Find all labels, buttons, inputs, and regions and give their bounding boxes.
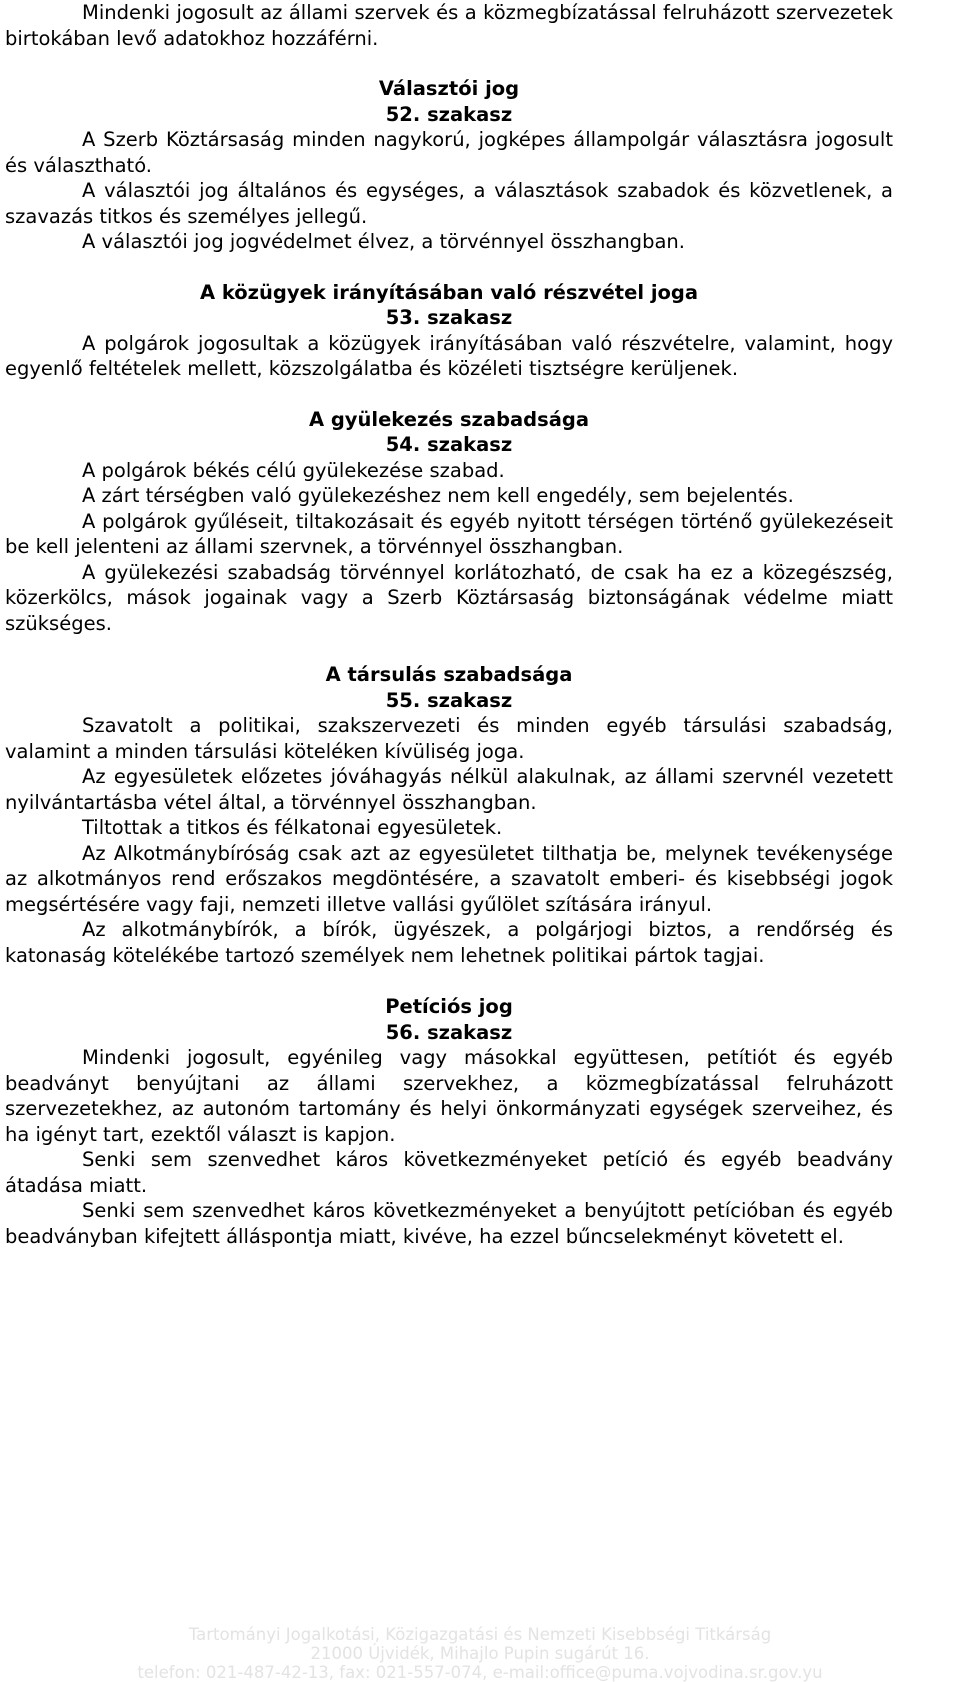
section-title: A közügyek irányításában való részvétel joga bbox=[199, 280, 699, 304]
section-52 bbox=[5, 76, 893, 255]
paragraph: Mindenki jogosult, egyénileg vagy másokkal együttesen, petítiót és egyéb beadványt benyújtani az állami szervekhez, a közmegbízatással felruházott szervezetekhez, az autonóm tartomány és helyi önkormányzati egységek szerveihez, és ha igényt tart, ezektől választ is kapjon. bbox=[5, 1046, 893, 1146]
paragraph: A választói jog általános és egységes, a választások szabadok és közvetlenek, a szavazás titkos és személyes jellegű. bbox=[5, 179, 893, 228]
paragraph: Az egyesületek előzetes jóváhagyás nélkül alakulnak, az állami szervnél vezetett nyilvántartásba vétel által, a törvénnyel összhangban. bbox=[5, 765, 893, 814]
section-number: 56. szakasz bbox=[385, 1020, 513, 1044]
section-number: 52. szakasz bbox=[385, 102, 513, 126]
paragraph: Az alkotmánybírók, a bírók, ügyészek, a polgárjogi biztos, a rendőrség és katonaság kötelékébe tartozó személyek nem lehetnek politikai pártok tagjai. bbox=[5, 918, 893, 967]
intro-paragraph: Mindenki jogosult az állami szervek és a közmegbízatással felruházott szervezetek birtokában levő adatokhoz hozzáférni. bbox=[5, 1, 893, 50]
section-53 bbox=[5, 280, 893, 382]
paragraph: A polgárok gyűléseit, tiltakozásait és egyéb nyitott térségen történő gyülekezéseit be kell jelenteni az állami szervnek, a törvénnyel összhangban. bbox=[5, 509, 893, 558]
paragraph: Senki sem szenvedhet káros következményeket a benyújtott petícióban és egyéb beadványban kifejtett álláspontja miatt, kivéve, ha ezzel bűncselekményt követett el. bbox=[5, 1199, 893, 1248]
section-54 bbox=[5, 407, 893, 637]
paragraph: A zárt térségben való gyülekezéshez nem kell engedély, sem bejelentés. bbox=[82, 484, 794, 507]
section-56 bbox=[5, 994, 893, 1249]
paragraph: A polgárok békés célú gyülekezése szabad. bbox=[82, 458, 505, 482]
paragraph: Tiltottak a titkos és félkatonai egyesületek. bbox=[82, 816, 503, 839]
paragraph: Senki sem szenvedhet káros következményeket petíció és egyéb beadvány átadása miatt. bbox=[5, 1148, 893, 1197]
page-footer bbox=[0, 1625, 960, 1682]
footer-organization: Tartományi Jogalkotási, Közigazgatási és Nemzeti Kisebbségi Titkárság bbox=[188, 1625, 772, 1644]
section-55 bbox=[5, 662, 893, 968]
section-title: Választói jog bbox=[378, 77, 520, 100]
section-title: A gyülekezés szabadsága bbox=[308, 407, 590, 431]
section-number: 54. szakasz bbox=[385, 433, 513, 456]
footer-address: 21000 Újvidék, Mihajlo Pupin sugárút 16. bbox=[310, 1644, 650, 1663]
paragraph: A polgárok jogosultak a közügyek irányításában való részvételre, valamint, hogy egyenlő feltételek mellett, közszolgálatba és közéleti tisztségre kerüljenek. bbox=[5, 331, 893, 380]
footer-contact: telefon: 021-487-42-13, fax: 021-557-074, e-mail:office@puma.vojvodina.sr.gov.yu bbox=[137, 1663, 823, 1682]
section-number: 53. szakasz bbox=[385, 306, 513, 329]
paragraph: Az Alkotmánybíróság csak azt az egyesületet tilthatja be, melynek tevékenysége az alkotmányos rend erőszakos megdöntésére, a szavatolt emberi- és kisebbségi jogok megsértésére vagy faji, nemzeti illetve vallási gyűlölet szítására irányul. bbox=[5, 841, 893, 916]
paragraph: Szavatolt a politikai, szakszervezeti és minden egyéb társulási szabadság, valamint a minden társulási köteléken kívüliség joga. bbox=[5, 714, 893, 763]
paragraph: A Szerb Köztársaság minden nagykorú, jogképes állampolgár választásra jogosult és választható. bbox=[5, 128, 893, 177]
paragraph: A választói jog jogvédelmet élvez, a törvénnyel összhangban. bbox=[82, 230, 685, 253]
paragraph: A gyülekezési szabadság törvénnyel korlátozható, de csak ha ez a közegészség, közerkölcs, mások jogainak vagy a Szerb Köztársaság biztonságának védelme miatt szükséges. bbox=[5, 560, 893, 635]
section-number: 55. szakasz bbox=[385, 688, 513, 712]
section-title: A társulás szabadsága bbox=[325, 663, 573, 686]
section-title: Petíciós jog bbox=[385, 995, 513, 1018]
document-page bbox=[5, 0, 893, 1249]
